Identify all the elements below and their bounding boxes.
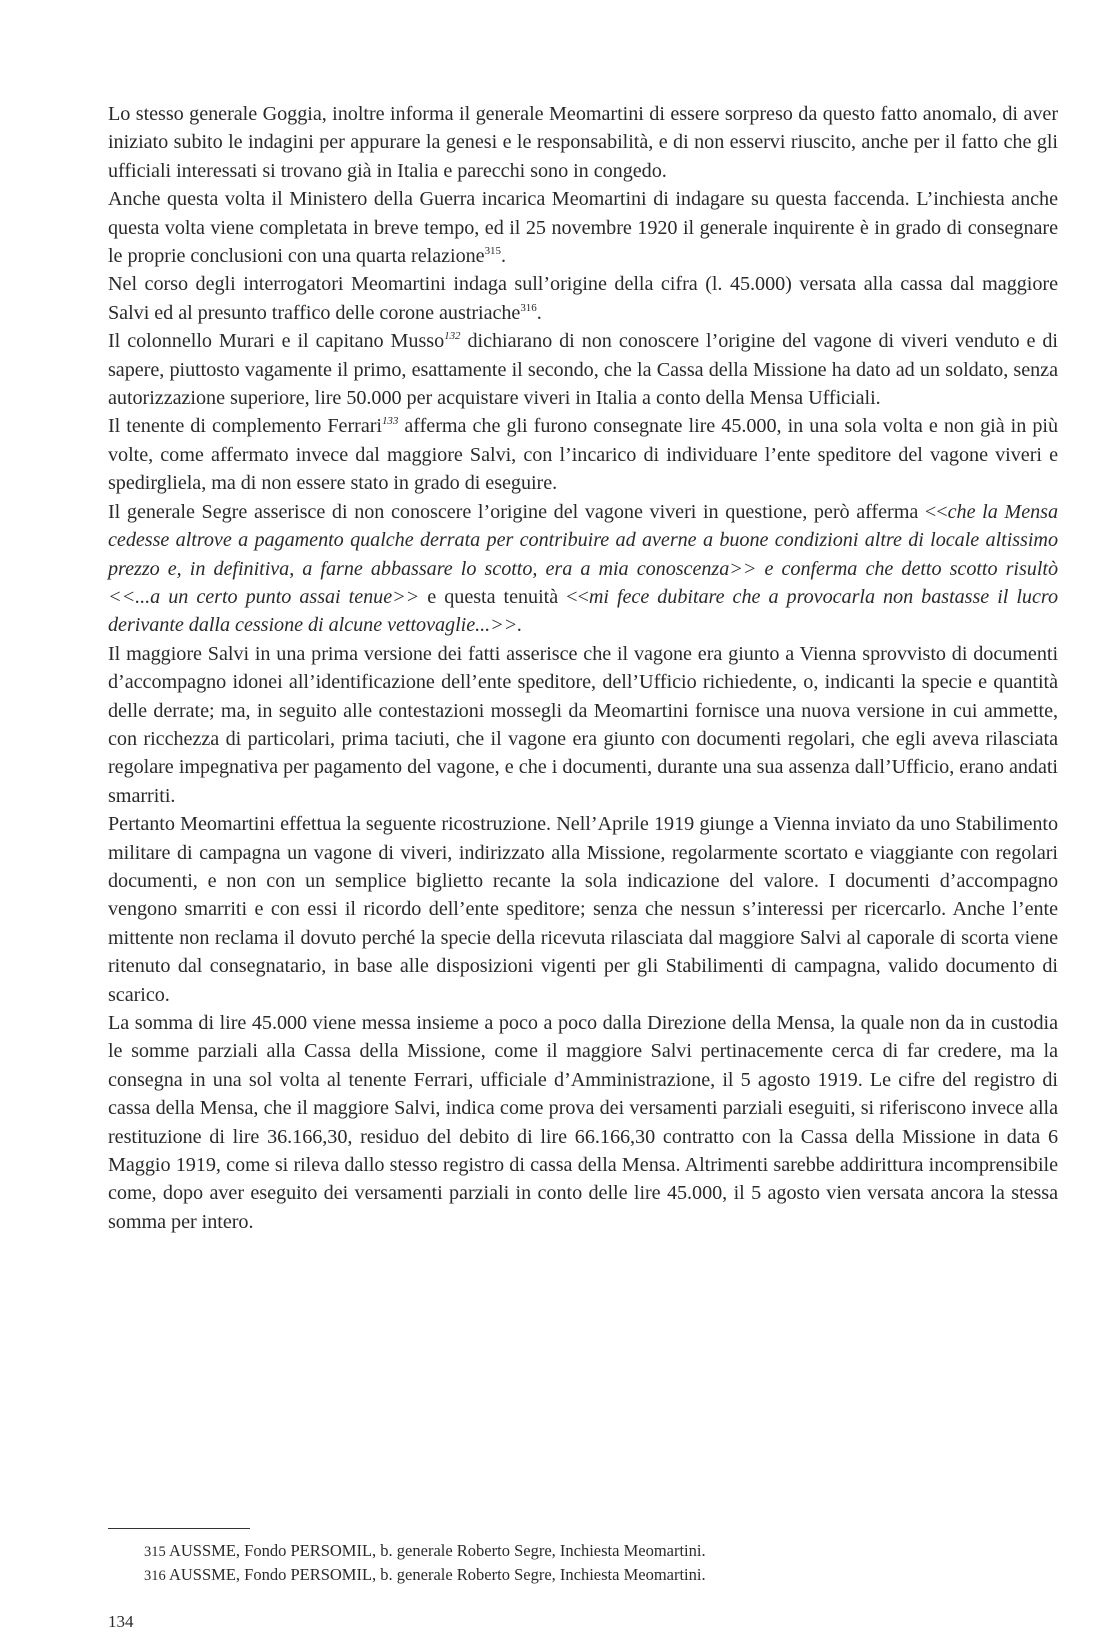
text-run: La somma di lire 45.000 viene messa insieme a poco a poco dalla Direzione della Mensa, la quale non da in custodia le somme parziali alla Cassa della Missione, come il maggiore Salvi pertinacemente cerca di far credere, ma la consegna in una sol volta al tenente Ferrari, ufficiale d’Amministrazione, il 5 agosto 1919. Le cifre del registro di cassa della Mensa, che il maggiore Salvi, indica come prova dei versamenti parziali eseguiti, si riferiscono invece alla restituzione di lire 36.166,30, residuo del debito di lire 66.166,30 contratto con la Cassa della Missione in data 6 Maggio 1919, come si rileva dallo stesso registro di cassa della Mensa. Altrimenti sarebbe addirittura incomprensibile come, dopo aver eseguito dei versamenti parziali in conto delle lire 45.000, il 5 agosto vien versata ancora la stessa somma per intero. xyxy=(108,1012,1058,1233)
footnote xyxy=(144,1564,1044,1588)
page xyxy=(108,100,1059,1631)
text-run: . xyxy=(500,245,506,268)
italic-quote: mi fece dubitare che a provocarla non bastasse il lucro derivante dalla cessione di alcune vettovaglie...>>. xyxy=(108,585,1058,637)
footnotes xyxy=(144,1540,1044,1587)
italic-quote: che la Mensa cedesse altrove a pagamento qualche derrata per contribuire ad averne a buone condizioni altre di locale altissimo prezzo e, in definitiva, a farne abbassare lo scotto, era a mia conoscenza>> e conferma che detto scotto risultò <<...a un certo punto assai tenue>> xyxy=(108,500,1059,608)
text-run: Nel corso degli interrogatori Meomartini indaga sull’origine della cifra (l. 45.000) versata alla cassa dal maggiore Salvi ed al presunto traffico delle corone austriache xyxy=(108,273,1058,324)
footnote-separator xyxy=(108,1528,250,1529)
footnote-text: AUSSME, Fondo PERSOMIL, b. generale Roberto Segre, Inchiesta Meomartini. xyxy=(168,1564,706,1584)
paragraph xyxy=(108,810,1058,1009)
note-ref: 132 xyxy=(444,330,461,343)
body-text xyxy=(108,100,1058,1236)
paragraph xyxy=(108,640,1058,810)
footnote-number: 315 xyxy=(144,1544,166,1560)
paragraph xyxy=(108,185,1058,270)
paragraph xyxy=(108,270,1058,327)
page-number: 134 xyxy=(108,1612,134,1631)
text-run: Anche questa volta il Ministero della Guerra incarica Meomartini di indagare su questa faccenda. L’inchiesta anche questa volta viene completata in breve tempo, ed il 25 novembre 1920 il generale inquirente è in grado di consegnare le proprie conclusioni con una quarta relazione xyxy=(108,188,1058,268)
text-run: Pertanto Meomartini effettua la seguente ricostruzione. Nell’Aprile 1919 giunge a Vienna inviato da uno Stabilimento militare di campagna un vagone di viveri, indirizzato alla Missione, regolarmente scortato e viaggiante con regolari documenti, e non con un semplice biglietto recante la sola indicazione del valore. I documenti d’accompagno vengono smarriti e con essi il ricordo dell’ente speditore; senza che nessun s’interessi per ricercarlo. Anche l’ente mittente non reclama il dovuto perché la specie della ricevuta rilasciata dal maggiore Salvi al caporale di scorta viene ritenuto dal consegnatario, in base alle disposizioni vigenti per gli Stabilimenti di campagna, valido documento di scarico. xyxy=(108,813,1058,1006)
paragraph xyxy=(108,100,1058,185)
footnote-ref: 315 xyxy=(484,245,501,258)
text-run: e questa tenuità << xyxy=(419,585,589,608)
footnote-text: AUSSME, Fondo PERSOMIL, b. generale Roberto Segre, Inchiesta Meomartini. xyxy=(168,1541,706,1560)
text-run: . xyxy=(536,301,542,324)
text-run: Il generale Segre asserisce di non conoscere l’origine del vagone viveri in questione, però afferma << xyxy=(108,500,948,523)
footnote xyxy=(144,1540,1044,1564)
paragraph xyxy=(108,1009,1058,1236)
footnote-number: 316 xyxy=(144,1567,166,1584)
text-run: afferma che gli furono consegnate lire 45.000, in una sola volta e non già in più volte, come affermato invece dal maggiore Salvi, con l’incarico di individuare l’ente speditore del vagone viveri e spedirgliela, ma di non essere stato in grado di eseguire. xyxy=(108,415,1058,495)
note-ref: 133 xyxy=(381,415,399,428)
text-run: Il tenente di complemento Ferrari xyxy=(108,415,382,438)
text-run: Il colonnello Murari e il capitano Musso xyxy=(108,330,445,353)
text-run: Lo stesso generale Goggia, inoltre informa il generale Meomartini di essere sorpreso da questo fatto anomalo, di aver iniziato subito le indagini per appurare la genesi e le responsabilità, e di non esservi riuscito, anche per il fatto che gli ufficiali interessati si trovano già in Italia e parecchi sono in congedo. xyxy=(108,103,1058,182)
footnote-ref: 316 xyxy=(520,301,537,314)
paragraph xyxy=(108,412,1058,497)
text-run: Il maggiore Salvi in una prima versione dei fatti asserisce che il vagone era giunto a Vienna sprovvisto di documenti d’accompagno idonei all’identificazione dell’ente speditore, dell’Ufficio richiedente, o, indicanti la specie e quantità delle derrate; ma, in seguito alle contestazioni mossegli da Meomartini fornisce una nuova versione in cui ammette, con ricchezza di particolari, prima taciuti, che il vagone era giunto con documenti regolari, che egli aveva rilasciata regolare impegnativa per pagamento del vagone, e che i documenti, durante una sua assenza dall’Ufficio, erano andati smarriti. xyxy=(108,642,1058,807)
text-run: dichiarano di non conoscere l’origine del vagone di viveri venduto e di sapere, piuttosto vagamente il primo, esattamente il secondo, che la Cassa della Missione ha dato ad un soldato, senza autorizzazione superiore, lire 50.000 per acquistare viveri in Italia a conto della Mensa Ufficiali. xyxy=(108,330,1058,410)
paragraph xyxy=(108,498,1058,640)
paragraph xyxy=(108,327,1058,412)
